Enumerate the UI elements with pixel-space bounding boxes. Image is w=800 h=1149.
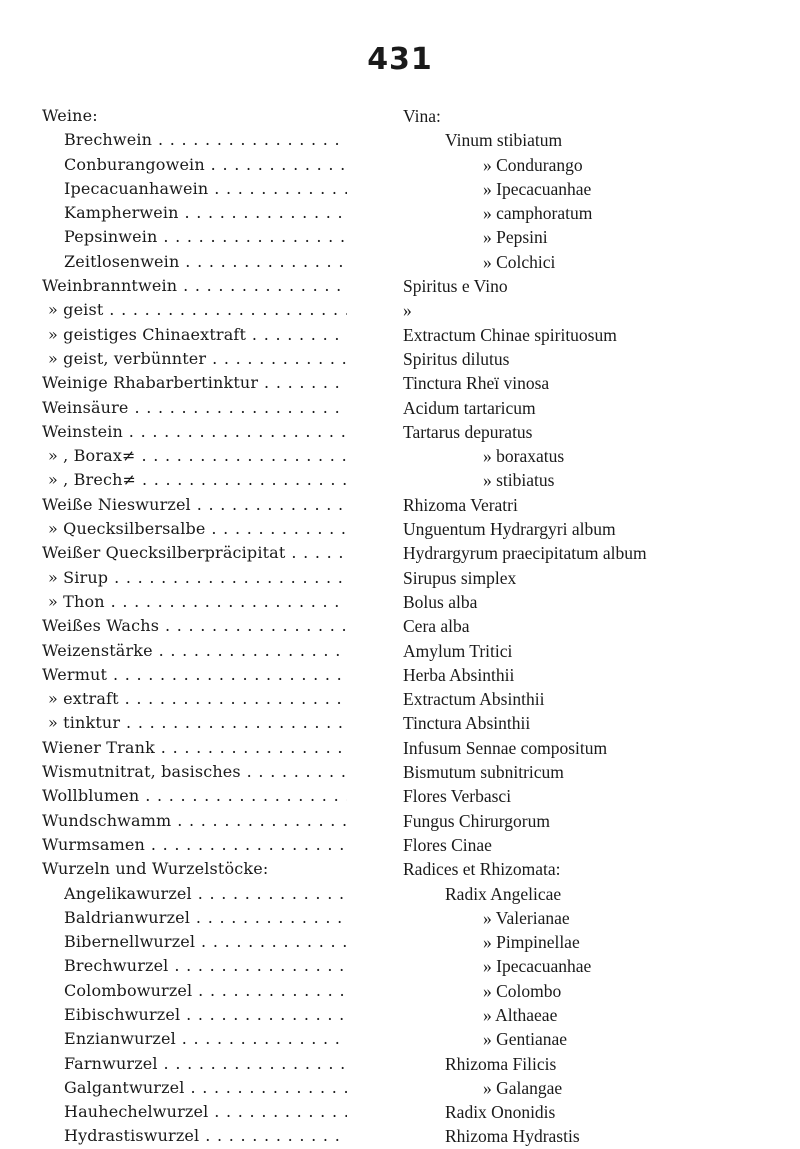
glossary-row: [0, 396, 800, 420]
german-term: » , Brech≠ . . .: [48, 468, 347, 492]
latin-term: » Ipecacuanhae: [483, 178, 592, 199]
latin-term: Rhizoma Filicis: [445, 1053, 557, 1074]
glossary-row: [0, 833, 800, 857]
german-term: Weinstein . . .: [42, 420, 347, 444]
german-term: Wundschwamm . . .: [42, 809, 347, 833]
german-term: Wurzeln und Wurzelstöcke:: [42, 859, 269, 879]
german-term: Brechwurzel . . .: [64, 954, 347, 978]
german-term: Eibischwurzel . . .: [64, 1003, 347, 1027]
german-term: Enzianwurzel . . .: [64, 1027, 347, 1051]
german-term: Weißes Wachs . . .: [42, 614, 347, 638]
glossary-row: [0, 104, 800, 128]
latin-term: Vina:: [403, 106, 441, 126]
latin-term: Acidum tartaricum: [403, 397, 536, 418]
german-term: Baldrianwurzel . . .: [64, 906, 347, 930]
glossary-row: [0, 711, 800, 735]
latin-term: » Pimpinellae: [483, 932, 580, 953]
german-term: » tinktur . . .: [48, 711, 347, 735]
latin-term: »: [403, 300, 412, 321]
glossary-row: [0, 1076, 800, 1100]
german-term: Ipecacuanhawein . . .: [64, 177, 347, 201]
german-term: Hauhechelwurzel . . .: [64, 1100, 347, 1124]
glossary-row: [0, 809, 800, 833]
latin-term: Spiritus e Vino: [403, 276, 508, 297]
glossary-row: [0, 225, 800, 249]
german-term: Weißer Quecksilberpräcipitat . . .: [42, 541, 347, 565]
latin-term: » camphoratum: [483, 203, 593, 224]
german-term: Angelikawurzel . . .: [64, 882, 347, 906]
german-term: Wollblumen . . .: [42, 784, 347, 808]
german-term: Pepsinwein . . .: [64, 225, 347, 249]
german-term: Wiener Trank . . .: [42, 736, 347, 760]
glossary-row: [0, 1052, 800, 1076]
glossary-row: [0, 663, 800, 687]
glossary-table: [0, 104, 800, 1149]
german-term: Weizenstärke . . .: [42, 639, 347, 663]
german-term: Bibernellwurzel . . .: [64, 930, 347, 954]
latin-term: Extractum Absinthii: [403, 689, 545, 710]
german-term: » geist, verbünnter . . .: [48, 347, 347, 371]
glossary-row: [0, 784, 800, 808]
latin-term: » stibiatus: [483, 470, 555, 491]
german-term: Weinbranntwein . . .: [42, 274, 347, 298]
latin-term: » Pepsini: [483, 227, 548, 248]
glossary-row: [0, 687, 800, 711]
glossary-row: [0, 420, 800, 444]
glossary-row: [0, 979, 800, 1003]
glossary-row: [0, 1100, 800, 1124]
german-term: Farnwurzel . . .: [64, 1052, 347, 1076]
latin-term: » Colombo: [483, 980, 562, 1001]
german-term: » Thon . . .: [48, 590, 347, 614]
latin-term: Vinum stibiatum: [445, 130, 563, 151]
german-term: Galgantwurzel . . .: [64, 1076, 347, 1100]
glossary-row: [0, 444, 800, 468]
latin-term: Radix Angelicae: [445, 883, 562, 904]
glossary-row: [0, 177, 800, 201]
glossary-row: [0, 493, 800, 517]
german-term: Brechwein . . .: [64, 128, 347, 152]
glossary-row: [0, 930, 800, 954]
glossary-row: [0, 639, 800, 663]
glossary-row: [0, 1003, 800, 1027]
glossary-row: [0, 468, 800, 492]
german-term: » geistiges Chinaextraft . . .: [48, 323, 347, 347]
german-term: Weinige Rhabarbertinktur . . .: [42, 371, 347, 395]
german-term: » Quecksilbersalbe . . .: [48, 517, 347, 541]
glossary-row: [0, 590, 800, 614]
german-term: Hydrastiswurzel . . .: [64, 1124, 347, 1148]
glossary-row: [0, 541, 800, 565]
latin-term: Hydrargyrum praecipitatum album: [403, 543, 647, 564]
latin-term: » Althaeae: [483, 1004, 558, 1025]
glossary-row: [0, 882, 800, 906]
latin-term: Amylum Tritici: [403, 640, 513, 661]
latin-term: Flores Cinae: [403, 834, 492, 855]
glossary-row: [0, 371, 800, 395]
latin-term: » Colchici: [483, 251, 556, 272]
german-term: Weiße Nieswurzel . . .: [42, 493, 347, 517]
german-term: Kampherwein . . .: [64, 201, 347, 225]
glossary-row: [0, 517, 800, 541]
glossary-row: [0, 274, 800, 298]
glossary-row: [0, 857, 800, 881]
glossary-row: [0, 323, 800, 347]
latin-term: Spiritus dilutus: [403, 348, 510, 369]
glossary-row: [0, 906, 800, 930]
latin-term: » Valerianae: [483, 907, 570, 928]
glossary-row: [0, 954, 800, 978]
glossary-row: [0, 1027, 800, 1051]
latin-term: Rhizoma Hydrastis: [445, 1126, 580, 1147]
latin-term: Tartarus depuratus: [403, 421, 533, 442]
latin-term: Infusum Sennae compositum: [403, 737, 608, 758]
german-term: Weine:: [42, 106, 98, 125]
latin-term: Tinctura Rheï vinosa: [403, 373, 550, 394]
latin-term: » boraxatus: [483, 446, 565, 467]
latin-term: Radix Ononidis: [445, 1102, 556, 1123]
glossary-row: [0, 566, 800, 590]
glossary-row: [0, 153, 800, 177]
latin-term: Tinctura Absinthii: [403, 713, 531, 734]
latin-term: Radices et Rhizomata:: [403, 859, 561, 880]
latin-term: Bolus alba: [403, 591, 478, 612]
page-number: 431: [367, 42, 433, 77]
glossary-row: [0, 614, 800, 638]
glossary-row: [0, 201, 800, 225]
latin-term: Unguentum Hydrargyri album: [403, 519, 616, 540]
latin-term: Herba Absinthii: [403, 664, 515, 685]
glossary-row: [0, 250, 800, 274]
glossary-row: [0, 1124, 800, 1148]
latin-term: Bismutum subnitricum: [403, 762, 564, 783]
german-term: Wurmsamen . . .: [42, 833, 347, 857]
latin-term: » Ipecacuanhae: [483, 956, 592, 977]
german-term: Colombowurzel . . .: [64, 979, 347, 1003]
german-term: » , Borax≠ . . .: [48, 444, 347, 468]
german-term: Wermut . . .: [42, 663, 347, 687]
german-term: » extraft . . .: [48, 687, 347, 711]
german-term: Conburangowein . . .: [64, 153, 347, 177]
latin-term: » Condurango: [483, 154, 583, 175]
glossary-row: [0, 128, 800, 152]
german-term: Wismutnitrat, basisches . . .: [42, 760, 347, 784]
german-term: » geist . . .: [48, 298, 347, 322]
glossary-row: [0, 298, 800, 322]
latin-term: Extractum Chinae spirituosum: [403, 324, 617, 345]
latin-term: » Gentianae: [483, 1029, 568, 1050]
glossary-row: [0, 736, 800, 760]
latin-term: Rhizoma Veratri: [403, 494, 518, 515]
glossary-row: [0, 760, 800, 784]
latin-term: » Galangae: [483, 1077, 563, 1098]
glossary-row: [0, 347, 800, 371]
latin-term: Cera alba: [403, 616, 470, 637]
latin-term: Sirupus simplex: [403, 567, 517, 588]
german-term: » Sirup . . .: [48, 566, 347, 590]
latin-term: Flores Verbasci: [403, 786, 512, 807]
latin-term: Fungus Chirurgorum: [403, 810, 550, 831]
german-term: Weinsäure . . .: [42, 396, 347, 420]
german-term: Zeitlosenwein . . .: [64, 250, 347, 274]
